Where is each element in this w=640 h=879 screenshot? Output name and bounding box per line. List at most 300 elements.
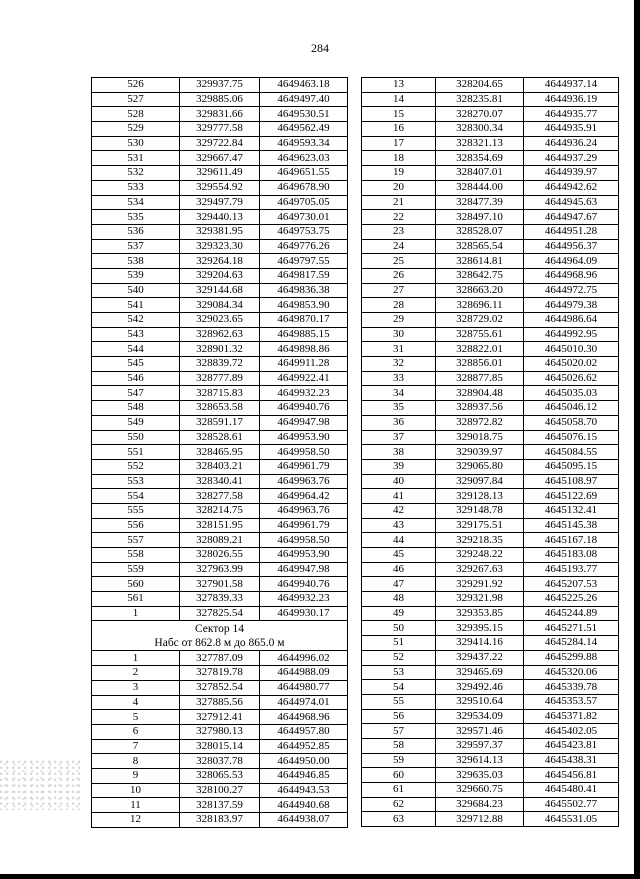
x-coordinate-cell: 327825.54 — [180, 606, 260, 621]
y-coordinate-cell: 4644979.38 — [524, 298, 619, 313]
y-coordinate-cell: 4644968.96 — [260, 710, 348, 725]
point-number-cell: 550 — [92, 430, 180, 445]
point-number-cell: 60 — [362, 768, 436, 783]
y-coordinate-cell: 4645010.30 — [524, 342, 619, 357]
table-row — [362, 254, 619, 269]
point-number-cell: 529 — [92, 122, 180, 137]
y-coordinate-cell: 4644968.96 — [524, 268, 619, 283]
y-coordinate-cell: 4644942.62 — [524, 180, 619, 195]
x-coordinate-cell: 327819.78 — [180, 666, 260, 681]
point-number-cell: 544 — [92, 342, 180, 357]
y-coordinate-cell: 4649753.75 — [260, 224, 348, 239]
point-number-cell: 25 — [362, 254, 436, 269]
y-coordinate-cell: 4649953.90 — [260, 430, 348, 445]
table-row — [362, 636, 619, 651]
y-coordinate-cell: 4644992.95 — [524, 327, 619, 342]
y-coordinate-cell: 4644980.77 — [260, 680, 348, 695]
table-row — [92, 268, 348, 283]
table-row — [362, 342, 619, 357]
y-coordinate-cell: 4645108.97 — [524, 474, 619, 489]
y-coordinate-cell: 4644964.09 — [524, 254, 619, 269]
table-row — [362, 533, 619, 548]
table-row — [362, 665, 619, 680]
table-row — [92, 680, 348, 695]
y-coordinate-cell: 4649497.40 — [260, 92, 348, 107]
x-coordinate-cell: 329204.63 — [180, 268, 260, 283]
point-number-cell: 559 — [92, 562, 180, 577]
x-coordinate-cell: 329597.37 — [436, 738, 524, 753]
x-coordinate-cell: 329175.51 — [436, 518, 524, 533]
point-number-cell: 9 — [92, 768, 180, 783]
y-coordinate-cell: 4649530.51 — [260, 107, 348, 122]
point-number-cell: 45 — [362, 548, 436, 563]
point-number-cell: 22 — [362, 210, 436, 225]
point-number-cell: 17 — [362, 136, 436, 151]
y-coordinate-cell: 4649836.38 — [260, 283, 348, 298]
point-number-cell: 39 — [362, 459, 436, 474]
point-number-cell: 545 — [92, 357, 180, 372]
y-coordinate-cell: 4644945.63 — [524, 195, 619, 210]
point-number-cell: 20 — [362, 180, 436, 195]
x-coordinate-cell: 328715.83 — [180, 386, 260, 401]
y-coordinate-cell: 4649898.86 — [260, 342, 348, 357]
x-coordinate-cell: 329291.92 — [436, 577, 524, 592]
table-row — [92, 695, 348, 710]
y-coordinate-cell: 4644943.53 — [260, 783, 348, 798]
y-coordinate-cell: 4649562.49 — [260, 122, 348, 137]
table-row — [92, 401, 348, 416]
x-coordinate-cell: 329267.63 — [436, 562, 524, 577]
x-coordinate-cell: 328904.48 — [436, 386, 524, 401]
x-coordinate-cell: 327885.56 — [180, 695, 260, 710]
x-coordinate-cell: 327963.99 — [180, 562, 260, 577]
point-number-cell: 44 — [362, 533, 436, 548]
table-row — [92, 415, 348, 430]
point-number-cell: 18 — [362, 151, 436, 166]
y-coordinate-cell: 4644939.97 — [524, 166, 619, 181]
x-coordinate-cell: 329571.46 — [436, 724, 524, 739]
point-number-cell: 548 — [92, 401, 180, 416]
table-row — [362, 518, 619, 533]
x-coordinate-cell: 329023.65 — [180, 313, 260, 328]
x-coordinate-cell: 328037.78 — [180, 754, 260, 769]
x-coordinate-cell: 328277.58 — [180, 489, 260, 504]
x-coordinate-cell: 327980.13 — [180, 724, 260, 739]
sector-header-row — [92, 621, 348, 651]
table-row — [362, 415, 619, 430]
table-row — [92, 562, 348, 577]
x-coordinate-cell: 329218.35 — [436, 533, 524, 548]
point-number-cell: 57 — [362, 724, 436, 739]
y-coordinate-cell: 4645122.69 — [524, 489, 619, 504]
y-coordinate-cell: 4649885.15 — [260, 327, 348, 342]
point-number-cell: 555 — [92, 503, 180, 518]
point-number-cell: 535 — [92, 210, 180, 225]
table-row — [92, 92, 348, 107]
point-number-cell: 47 — [362, 577, 436, 592]
y-coordinate-cell: 4644951.28 — [524, 224, 619, 239]
table-row — [92, 533, 348, 548]
point-number-cell: 549 — [92, 415, 180, 430]
x-coordinate-cell: 329248.22 — [436, 548, 524, 563]
table-row — [362, 327, 619, 342]
table-row — [92, 210, 348, 225]
y-coordinate-cell: 4649963.76 — [260, 474, 348, 489]
y-coordinate-cell: 4644950.00 — [260, 754, 348, 769]
point-number-cell: 2 — [92, 666, 180, 681]
x-coordinate-cell: 329264.18 — [180, 254, 260, 269]
table-row — [92, 577, 348, 592]
table-row — [92, 224, 348, 239]
x-coordinate-cell: 329144.68 — [180, 283, 260, 298]
point-number-cell: 1 — [92, 606, 180, 621]
point-number-cell: 532 — [92, 166, 180, 181]
point-number-cell: 37 — [362, 430, 436, 445]
table-row — [362, 210, 619, 225]
point-number-cell: 38 — [362, 445, 436, 460]
point-number-cell: 32 — [362, 357, 436, 372]
point-number-cell: 556 — [92, 518, 180, 533]
x-coordinate-cell: 328528.61 — [180, 430, 260, 445]
table-row — [362, 768, 619, 783]
x-coordinate-cell: 328777.89 — [180, 371, 260, 386]
table-row — [362, 92, 619, 107]
point-number-cell: 15 — [362, 107, 436, 122]
y-coordinate-cell: 4645244.89 — [524, 606, 619, 621]
point-number-cell: 539 — [92, 268, 180, 283]
x-coordinate-cell: 329323.30 — [180, 239, 260, 254]
point-number-cell: 59 — [362, 753, 436, 768]
y-coordinate-cell: 4644947.67 — [524, 210, 619, 225]
y-coordinate-cell: 4649922.41 — [260, 371, 348, 386]
table-row — [92, 548, 348, 563]
point-number-cell: 51 — [362, 636, 436, 651]
y-coordinate-cell: 4645193.77 — [524, 562, 619, 577]
point-number-cell: 62 — [362, 797, 436, 812]
table-row — [362, 724, 619, 739]
table-row — [362, 386, 619, 401]
x-coordinate-cell: 329440.13 — [180, 210, 260, 225]
table-row — [362, 694, 619, 709]
point-number-cell: 546 — [92, 371, 180, 386]
left-table-body — [92, 78, 348, 828]
point-number-cell: 46 — [362, 562, 436, 577]
y-coordinate-cell: 4644956.37 — [524, 239, 619, 254]
x-coordinate-cell: 328962.63 — [180, 327, 260, 342]
y-coordinate-cell: 4645167.18 — [524, 533, 619, 548]
y-coordinate-cell: 4649776.26 — [260, 239, 348, 254]
table-row — [92, 357, 348, 372]
x-coordinate-cell: 329084.34 — [180, 298, 260, 313]
table-row — [92, 724, 348, 739]
x-coordinate-cell: 328614.81 — [436, 254, 524, 269]
point-number-cell: 543 — [92, 327, 180, 342]
y-coordinate-cell: 4644946.85 — [260, 768, 348, 783]
x-coordinate-cell: 328822.01 — [436, 342, 524, 357]
y-coordinate-cell: 4644940.68 — [260, 798, 348, 813]
point-number-cell: 8 — [92, 754, 180, 769]
x-coordinate-cell: 329097.84 — [436, 474, 524, 489]
x-coordinate-cell: 329722.84 — [180, 136, 260, 151]
y-coordinate-cell: 4645046.12 — [524, 401, 619, 416]
table-row — [362, 445, 619, 460]
sector-title: Сектор 14 — [194, 622, 245, 635]
x-coordinate-cell: 328642.75 — [436, 268, 524, 283]
table-row — [92, 254, 348, 269]
y-coordinate-cell: 4645456.81 — [524, 768, 619, 783]
point-number-cell: 553 — [92, 474, 180, 489]
point-number-cell: 19 — [362, 166, 436, 181]
point-number-cell: 3 — [92, 680, 180, 695]
x-coordinate-cell: 328477.39 — [436, 195, 524, 210]
y-coordinate-cell: 4649911.28 — [260, 357, 348, 372]
y-coordinate-cell: 4644988.09 — [260, 666, 348, 681]
y-coordinate-cell: 4645284.14 — [524, 636, 619, 651]
point-number-cell: 54 — [362, 680, 436, 695]
point-number-cell: 14 — [362, 92, 436, 107]
y-coordinate-cell: 4644935.77 — [524, 107, 619, 122]
point-number-cell: 28 — [362, 298, 436, 313]
y-coordinate-cell: 4649651.55 — [260, 166, 348, 181]
table-row — [362, 548, 619, 563]
y-coordinate-cell: 4649817.59 — [260, 268, 348, 283]
point-number-cell: 533 — [92, 180, 180, 195]
x-coordinate-cell: 328214.75 — [180, 503, 260, 518]
x-coordinate-cell: 328100.27 — [180, 783, 260, 798]
x-coordinate-cell: 329510.64 — [436, 694, 524, 709]
table-row — [92, 342, 348, 357]
point-number-cell: 48 — [362, 592, 436, 607]
table-row — [92, 739, 348, 754]
x-coordinate-cell: 329534.09 — [436, 709, 524, 724]
x-coordinate-cell: 328340.41 — [180, 474, 260, 489]
point-number-cell: 53 — [362, 665, 436, 680]
y-coordinate-cell: 4644937.29 — [524, 151, 619, 166]
sector-header — [92, 621, 348, 651]
y-coordinate-cell: 4645183.08 — [524, 548, 619, 563]
point-number-cell: 63 — [362, 812, 436, 827]
table-row — [92, 180, 348, 195]
y-coordinate-cell: 4645084.55 — [524, 445, 619, 460]
point-number-cell: 11 — [92, 798, 180, 813]
point-number-cell: 43 — [362, 518, 436, 533]
table-row — [362, 812, 619, 827]
point-number-cell: 540 — [92, 283, 180, 298]
table-row — [92, 313, 348, 328]
y-coordinate-cell: 4645225.26 — [524, 592, 619, 607]
point-number-cell: 52 — [362, 650, 436, 665]
y-coordinate-cell: 4645035.03 — [524, 386, 619, 401]
table-row — [362, 606, 619, 621]
table-row — [362, 371, 619, 386]
x-coordinate-cell: 328444.00 — [436, 180, 524, 195]
table-row — [92, 430, 348, 445]
table-row — [92, 371, 348, 386]
y-coordinate-cell: 4644936.24 — [524, 136, 619, 151]
point-number-cell: 542 — [92, 313, 180, 328]
x-coordinate-cell: 328183.97 — [180, 813, 260, 828]
x-coordinate-cell: 328065.53 — [180, 768, 260, 783]
table-row — [92, 298, 348, 313]
table-row — [362, 650, 619, 665]
table-row — [92, 606, 348, 621]
x-coordinate-cell: 328877.85 — [436, 371, 524, 386]
point-number-cell: 536 — [92, 224, 180, 239]
x-coordinate-cell: 328270.07 — [436, 107, 524, 122]
point-number-cell: 50 — [362, 621, 436, 636]
point-number-cell: 49 — [362, 606, 436, 621]
table-row — [92, 136, 348, 151]
table-row — [362, 180, 619, 195]
y-coordinate-cell: 4649932.23 — [260, 386, 348, 401]
x-coordinate-cell: 328729.02 — [436, 313, 524, 328]
table-row — [92, 710, 348, 725]
y-coordinate-cell: 4644938.07 — [260, 813, 348, 828]
y-coordinate-cell: 4649953.90 — [260, 548, 348, 563]
x-coordinate-cell: 329712.88 — [436, 812, 524, 827]
point-number-cell: 531 — [92, 151, 180, 166]
x-coordinate-cell: 329611.49 — [180, 166, 260, 181]
table-row — [92, 386, 348, 401]
table-row — [362, 151, 619, 166]
table-row — [362, 592, 619, 607]
table-row — [92, 754, 348, 769]
y-coordinate-cell: 4644937.14 — [524, 78, 619, 93]
y-coordinate-cell: 4644986.64 — [524, 313, 619, 328]
point-number-cell: 56 — [362, 709, 436, 724]
y-coordinate-cell: 4649958.50 — [260, 445, 348, 460]
table-row — [362, 224, 619, 239]
x-coordinate-cell: 327787.09 — [180, 651, 260, 666]
x-coordinate-cell: 329148.78 — [436, 503, 524, 518]
point-number-cell: 58 — [362, 738, 436, 753]
point-number-cell: 561 — [92, 592, 180, 607]
point-number-cell: 560 — [92, 577, 180, 592]
x-coordinate-cell: 328354.69 — [436, 151, 524, 166]
point-number-cell: 16 — [362, 122, 436, 137]
point-number-cell: 538 — [92, 254, 180, 269]
y-coordinate-cell: 4649940.76 — [260, 401, 348, 416]
table-row — [92, 327, 348, 342]
table-row — [92, 283, 348, 298]
x-coordinate-cell: 329039.97 — [436, 445, 524, 460]
table-row — [362, 577, 619, 592]
y-coordinate-cell: 4649705.05 — [260, 195, 348, 210]
table-row — [362, 195, 619, 210]
point-number-cell: 34 — [362, 386, 436, 401]
right-coordinates-table — [361, 77, 619, 827]
table-row — [362, 621, 619, 636]
point-number-cell: 21 — [362, 195, 436, 210]
table-row — [362, 166, 619, 181]
point-number-cell: 552 — [92, 459, 180, 474]
y-coordinate-cell: 4645339.78 — [524, 680, 619, 695]
point-number-cell: 5 — [92, 710, 180, 725]
x-coordinate-cell: 327839.33 — [180, 592, 260, 607]
table-row — [362, 753, 619, 768]
y-coordinate-cell: 4644972.75 — [524, 283, 619, 298]
point-number-cell: 29 — [362, 313, 436, 328]
table-row — [362, 283, 619, 298]
point-number-cell: 13 — [362, 78, 436, 93]
y-coordinate-cell: 4645531.05 — [524, 812, 619, 827]
point-number-cell: 547 — [92, 386, 180, 401]
point-number-cell: 33 — [362, 371, 436, 386]
left-coordinates-table — [91, 77, 348, 828]
y-coordinate-cell: 4645438.31 — [524, 753, 619, 768]
y-coordinate-cell: 4645271.51 — [524, 621, 619, 636]
table-row — [92, 195, 348, 210]
x-coordinate-cell: 328407.01 — [436, 166, 524, 181]
point-number-cell: 530 — [92, 136, 180, 151]
y-coordinate-cell: 4645145.38 — [524, 518, 619, 533]
point-number-cell: 10 — [92, 783, 180, 798]
table-row — [362, 298, 619, 313]
x-coordinate-cell: 329497.79 — [180, 195, 260, 210]
x-coordinate-cell: 327912.41 — [180, 710, 260, 725]
y-coordinate-cell: 4645299.88 — [524, 650, 619, 665]
table-row — [92, 445, 348, 460]
table-row — [362, 474, 619, 489]
y-coordinate-cell: 4645502.77 — [524, 797, 619, 812]
x-coordinate-cell: 328591.17 — [180, 415, 260, 430]
x-coordinate-cell: 328137.59 — [180, 798, 260, 813]
y-coordinate-cell: 4649593.34 — [260, 136, 348, 151]
table-row — [92, 239, 348, 254]
table-row — [92, 151, 348, 166]
y-coordinate-cell: 4649678.90 — [260, 180, 348, 195]
table-row — [92, 666, 348, 681]
table-row — [362, 107, 619, 122]
table-row — [362, 313, 619, 328]
y-coordinate-cell: 4649963.76 — [260, 503, 348, 518]
y-coordinate-cell: 4649797.55 — [260, 254, 348, 269]
y-coordinate-cell: 4644996.02 — [260, 651, 348, 666]
table-row — [362, 239, 619, 254]
y-coordinate-cell: 4649961.79 — [260, 518, 348, 533]
table-row — [362, 459, 619, 474]
x-coordinate-cell: 328972.82 — [436, 415, 524, 430]
x-coordinate-cell: 328937.56 — [436, 401, 524, 416]
point-number-cell: 26 — [362, 268, 436, 283]
x-coordinate-cell: 328403.21 — [180, 459, 260, 474]
x-coordinate-cell: 328321.13 — [436, 136, 524, 151]
y-coordinate-cell: 4645402.05 — [524, 724, 619, 739]
right-table-body — [362, 78, 619, 827]
table-row — [362, 738, 619, 753]
y-coordinate-cell: 4644952.85 — [260, 739, 348, 754]
point-number-cell: 36 — [362, 415, 436, 430]
table-row — [92, 592, 348, 607]
x-coordinate-cell: 327901.58 — [180, 577, 260, 592]
y-coordinate-cell: 4644936.19 — [524, 92, 619, 107]
x-coordinate-cell: 329831.66 — [180, 107, 260, 122]
y-coordinate-cell: 4644974.01 — [260, 695, 348, 710]
x-coordinate-cell: 327852.54 — [180, 680, 260, 695]
x-coordinate-cell: 328663.20 — [436, 283, 524, 298]
table-row — [362, 709, 619, 724]
x-coordinate-cell: 329321.98 — [436, 592, 524, 607]
point-number-cell: 55 — [362, 694, 436, 709]
point-number-cell: 557 — [92, 533, 180, 548]
x-coordinate-cell: 329554.92 — [180, 180, 260, 195]
y-coordinate-cell: 4645076.15 — [524, 430, 619, 445]
point-number-cell: 24 — [362, 239, 436, 254]
table-row — [92, 122, 348, 137]
x-coordinate-cell: 328497.10 — [436, 210, 524, 225]
x-coordinate-cell: 329018.75 — [436, 430, 524, 445]
x-coordinate-cell: 329667.47 — [180, 151, 260, 166]
